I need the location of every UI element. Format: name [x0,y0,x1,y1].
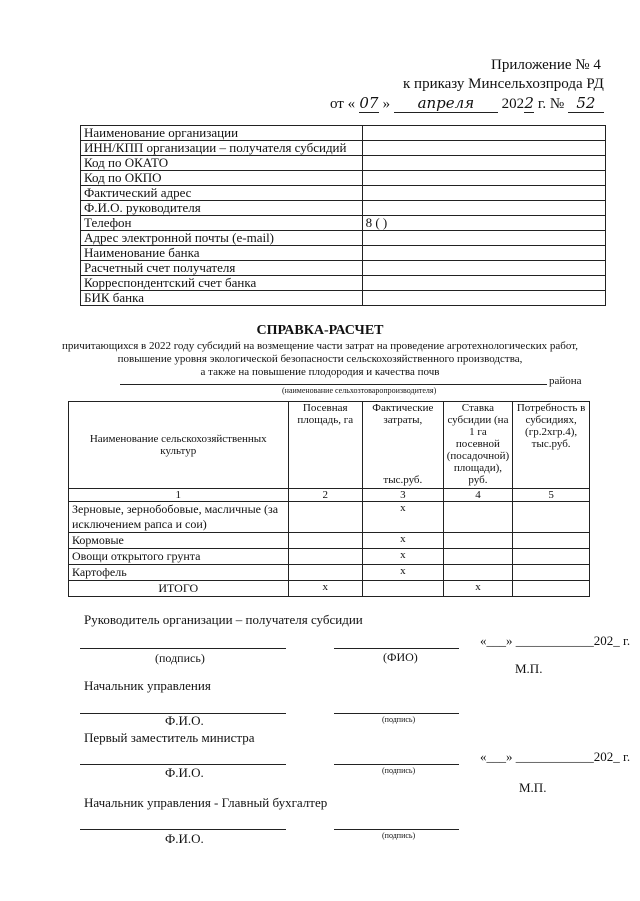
info-label: Ф.И.О. руководителя [81,201,363,216]
crop-row [69,581,590,597]
info-label: Расчетный счет получателя [81,261,363,276]
info-value[interactable] [362,246,605,261]
header-sown-area: Посевная площадь, га [288,402,362,489]
info-row [81,231,606,246]
crop-row [69,502,590,533]
signature-line-1 [80,648,286,649]
header-subsidy-rate: Ставка субсидии (на 1 га посевной (посадочной) площади), руб. [443,402,513,489]
date-year: 202 [501,96,525,112]
date-field-2: «___» ____________202_ г. [480,749,631,764]
crop-row [69,565,590,581]
chief-accountant-label: Начальник управления - Главный бухгалтер [84,795,328,810]
column-number: 3 [362,489,443,502]
crop-row [69,533,590,549]
info-value[interactable] [362,141,605,156]
crop-name: Овощи открытого грунта [69,549,289,565]
crop-row [69,549,590,565]
info-value[interactable] [362,156,605,171]
crop-cell[interactable] [288,549,362,565]
date-field-1: «___» ____________202_ г. [480,633,631,648]
crop-cell[interactable] [443,549,513,565]
crop-cell[interactable] [443,533,513,549]
column-number: 4 [443,489,513,502]
header-crop-name: Наименование сельскохозяйственных культур [69,402,289,489]
info-row [81,246,606,261]
crop-cell[interactable] [362,581,443,597]
head-org-label: Руководитель организации – получателя субсидии [84,612,363,627]
info-value[interactable] [362,276,605,291]
date-prefix: от « [330,96,356,112]
producer-caption: (наименование сельхозтоваропроизводителя) [282,386,437,395]
crop-cell[interactable]: х [443,581,513,597]
info-row [81,126,606,141]
subtitle-line-2: повышение уровня экологической безопасности сельскохозяйственного производства, [117,353,523,365]
crop-cell[interactable]: х [288,581,362,597]
info-label: Код по ОКАТО [81,156,363,171]
small-sign-caption-1: (подпись) [382,715,416,724]
fio-caption: (ФИО) [383,650,418,664]
header-actual-costs [362,402,443,489]
order-date-line [330,94,604,113]
info-label: Телефон [81,216,363,231]
info-value[interactable] [362,231,605,246]
crop-cell[interactable]: х [362,565,443,581]
crop-name: Кормовые [69,533,289,549]
info-row [81,291,606,306]
subtitle-line-3: а также на повышение плодородия и качества почв [200,366,440,378]
date-quote: » [382,96,391,112]
info-row [81,171,606,186]
district-label: района [549,375,582,387]
fio-line-1 [334,648,459,649]
crop-cell[interactable] [443,502,513,533]
info-value[interactable] [362,201,605,216]
crop-cell[interactable]: х [362,549,443,565]
stamp-place-1: М.П. [515,661,543,676]
info-value[interactable] [362,126,605,141]
info-row [81,186,606,201]
first-deputy-label: Первый заместитель министра [84,730,255,745]
column-number-row [69,489,590,502]
info-label: Фактический адрес [81,186,363,201]
crop-cell[interactable] [513,565,590,581]
header-actual-costs-unit: тыс.руб. [383,474,423,486]
crop-cell[interactable]: х [362,533,443,549]
info-row [81,141,606,156]
fio-label-2: Ф.И.О. [165,765,204,780]
column-number: 2 [288,489,362,502]
document-subtitle [0,340,640,379]
info-label: Корреспондентский счет банка [81,276,363,291]
fio-label-3: Ф.И.О. [165,831,204,846]
info-label: Наименование банка [81,246,363,261]
crop-name: Картофель [69,565,289,581]
info-label: Наименование организации [81,126,363,141]
small-sign-caption-2: (подпись) [382,766,416,775]
info-row [81,201,606,216]
order-number-label: г. № [537,96,565,112]
subtitle-line-1: причитающихся в 2022 году субсидий на возмещение части затрат на проведение агротехнологических работ, [62,340,578,352]
date-year-digit: 2 [524,94,534,112]
info-value[interactable] [362,291,605,306]
order-number: 52 [568,94,604,113]
info-label: ИНН/КПП организации – получателя субсидий [81,141,363,156]
info-value[interactable] [362,261,605,276]
crop-cell[interactable] [513,502,590,533]
crop-cell[interactable] [288,533,362,549]
name-line-3 [80,829,286,830]
column-number: 5 [513,489,590,502]
info-value[interactable] [362,186,605,201]
info-row [81,216,606,231]
column-number: 1 [69,489,289,502]
organization-info-table [80,125,606,306]
crop-name: ИТОГО [69,581,289,597]
fio-label-1: Ф.И.О. [165,713,204,728]
head-dept-label: Начальник управления [84,678,211,693]
appendix-number: Приложение № 4 [491,57,601,73]
date-day: 07 [359,94,379,112]
crop-cell[interactable] [288,565,362,581]
info-value[interactable] [362,171,605,186]
sign-line-3 [334,829,459,830]
sign-line-1 [334,713,459,714]
info-label: Код по ОКПО [81,171,363,186]
crop-cell[interactable] [513,549,590,565]
crop-cell[interactable] [513,581,590,597]
small-sign-caption-3: (подпись) [382,831,416,840]
info-label: БИК банка [81,291,363,306]
crop-cell[interactable]: х [362,502,443,533]
info-row [81,261,606,276]
crop-cell[interactable] [443,565,513,581]
header-actual-costs-label: Фактические затраты, [372,402,434,426]
info-row [81,276,606,291]
document-title: СПРАВКА-РАСЧЕТ [256,323,384,338]
info-label: Адрес электронной почты (e-mail) [81,231,363,246]
signature-caption: (подпись) [155,651,205,665]
info-value[interactable]: 8 ( ) [362,216,605,231]
sign-line-2 [334,764,459,765]
producer-name-line [120,384,547,385]
calculation-table [68,401,590,597]
crop-cell[interactable] [288,502,362,533]
info-row [81,156,606,171]
date-month: апреля [394,94,498,113]
order-reference: к приказу Минсельхозпрода РД [403,76,604,92]
crop-name: Зерновые, зернобобовые, масличные (за исключением рапса и сои) [69,502,289,533]
header-subsidy-need: Потребность в субсидиях, (гр.2хгр.4), тыс.руб. [513,402,590,489]
stamp-place-2: М.П. [519,780,547,795]
crop-cell[interactable] [513,533,590,549]
